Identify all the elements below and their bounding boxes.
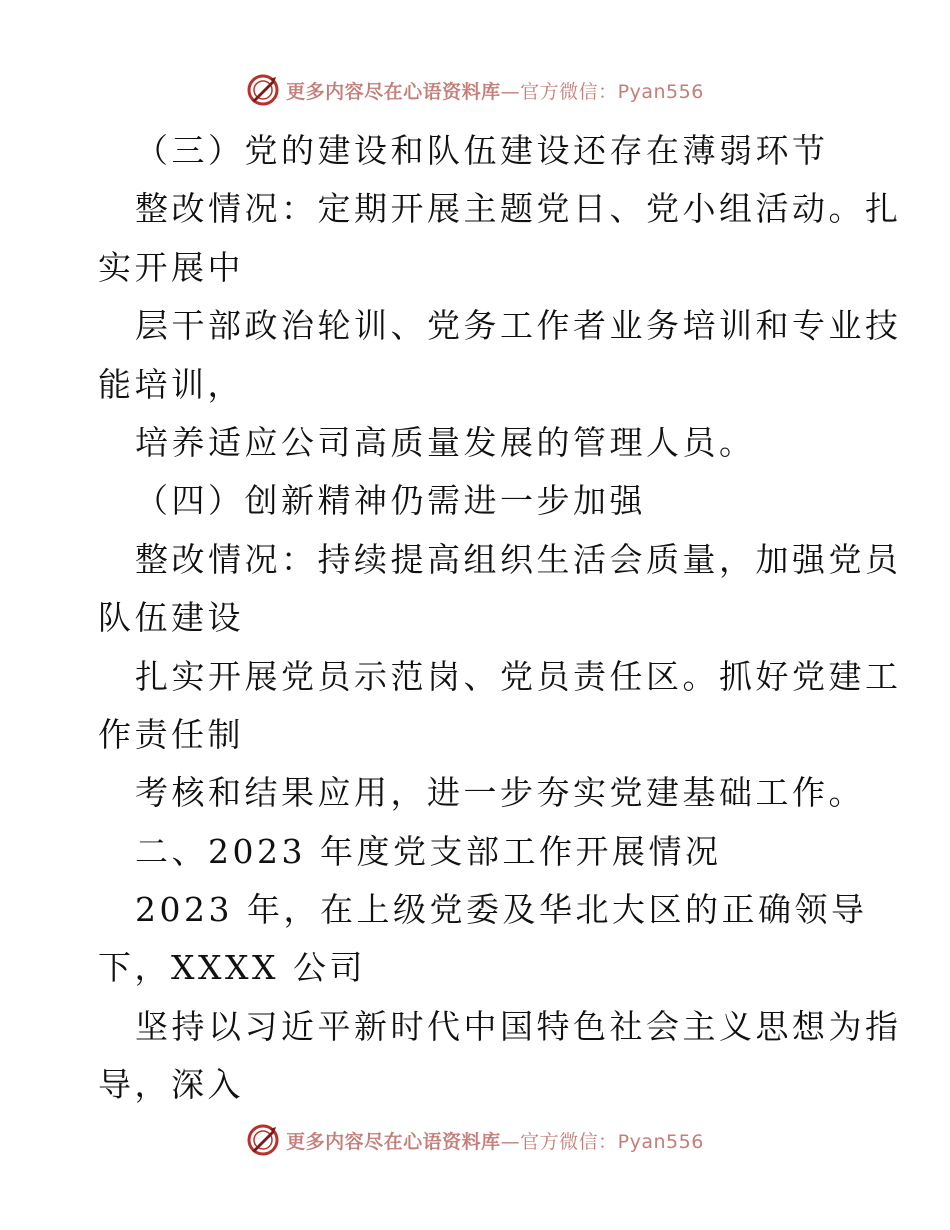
text-line: 扎实开展党员示范岗、党员责任区。抓好党建工 bbox=[135, 656, 902, 696]
text-line: 培养适应公司高质量发展的管理人员。 bbox=[135, 422, 756, 462]
watermark-tail: —官方微信：Pyan556 bbox=[500, 80, 704, 103]
quill-logo-icon bbox=[246, 73, 280, 107]
watermark-footer bbox=[0, 1120, 950, 1160]
watermark-header bbox=[0, 70, 950, 110]
text-line: （三）党的建设和队伍建设还存在薄弱环节 bbox=[135, 131, 829, 170]
watermark-text bbox=[286, 1127, 704, 1154]
watermark-text bbox=[286, 77, 704, 104]
text-line: （四）创新精神仍需进一步加强 bbox=[135, 481, 646, 521]
watermark-tail: —官方微信：Pyan556 bbox=[500, 1130, 704, 1153]
watermark-main: 更多内容尽在心语资料库 bbox=[286, 1130, 501, 1153]
text-line: 坚持以习近平新时代中国特色社会主义思想为指 bbox=[135, 1006, 902, 1046]
text-line: 二、2023 年度党支部工作开展情况 bbox=[135, 831, 722, 871]
text-line: 整改情况：持续提高组织生活会质量，加强党员 bbox=[135, 539, 902, 579]
quill-logo-icon bbox=[246, 1123, 280, 1157]
text-line: 导，深入 bbox=[98, 1065, 244, 1105]
text-line: 下，XXXX 公司 bbox=[98, 948, 366, 988]
text-line: 能培训， bbox=[98, 364, 244, 404]
text-line: 作责任制 bbox=[98, 714, 244, 754]
text-line: 实开展中 bbox=[98, 247, 244, 287]
text-line: 2023 年，在上级党委及华北大区的正确领导 bbox=[135, 890, 868, 930]
text-line: 考核和结果应用，进一步夯实党建基础工作。 bbox=[135, 773, 865, 813]
text-line: 整改情况：定期开展主题党日、党小组活动。扎 bbox=[135, 189, 902, 229]
text-line: 层干部政治轮训、党务工作者业务培训和专业技 bbox=[135, 306, 902, 346]
text-line: 队伍建设 bbox=[98, 598, 244, 638]
watermark-main: 更多内容尽在心语资料库 bbox=[286, 80, 501, 103]
document-body bbox=[98, 122, 902, 1115]
